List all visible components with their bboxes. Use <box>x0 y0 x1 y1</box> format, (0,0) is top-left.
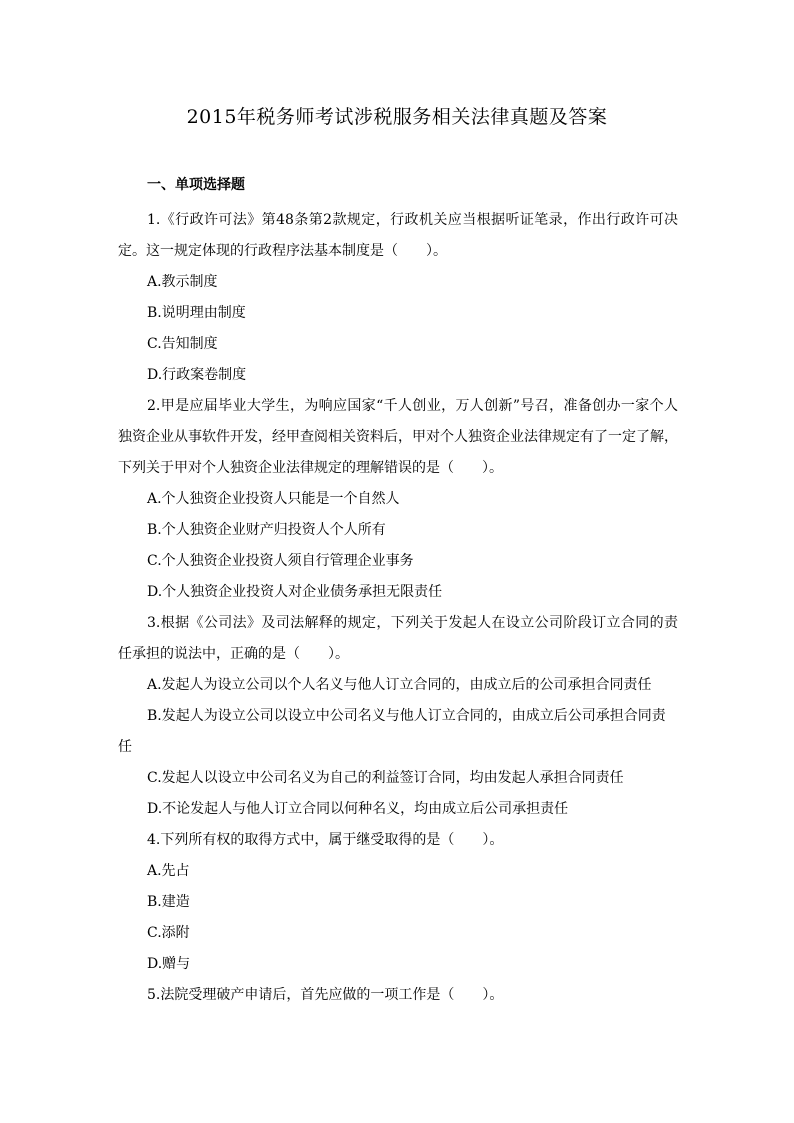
question-stem: 3.根据《公司法》及司法解释的规定，下列关于发起人在设立公司阶段订立合同的责任承担的说法中，正确的是（ ）。 <box>118 615 678 662</box>
document-title: 2015年税务师考试涉税服务相关法律真题及答案 <box>186 106 608 128</box>
option-c: C.个人独资企业投资人须自行管理企业事务 <box>147 553 414 569</box>
document-body <box>118 174 678 1011</box>
option-b: B.说明理由制度 <box>147 305 246 321</box>
option-d: D.赠与 <box>147 956 191 972</box>
option-a: A.个人独资企业投资人只能是一个自然人 <box>147 491 400 507</box>
section-heading: 一、单项选择题 <box>147 177 245 193</box>
question-stem: 1.《行政许可法》第48条第2款规定，行政机关应当根据听证笔录，作出行政许可决定。这一规定体现的行政程序法基本制度是（ ）。 <box>118 212 678 259</box>
option-b: B.发起人为设立公司以设立中公司名义与他人订立合同的，由成立后公司承担合同责任 <box>118 708 666 755</box>
question-stem: 5.法院受理破产申请后，首先应做的一项工作是（ ）。 <box>147 987 504 1003</box>
question-1 <box>118 205 678 391</box>
option-a: A.先占 <box>147 863 190 879</box>
option-d: D.个人独资企业投资人对企业债务承担无限责任 <box>147 584 443 600</box>
option-b: B.个人独资企业财产归投资人个人所有 <box>147 522 386 538</box>
question-4 <box>118 825 678 980</box>
option-c: C.告知制度 <box>147 336 218 352</box>
option-b: B.建造 <box>147 894 190 910</box>
option-a: A.发起人为设立公司以个人名义与他人订立合同的，由成立后的公司承担合同责任 <box>147 677 652 693</box>
question-2 <box>118 391 678 608</box>
option-d: D.行政案卷制度 <box>147 367 247 383</box>
question-stem: 4.下列所有权的取得方式中，属于继受取得的是（ ）。 <box>147 832 504 848</box>
option-c: C.添附 <box>147 925 190 941</box>
option-c: C.发起人以设立中公司名义为自己的利益签订合同，均由发起人承担合同责任 <box>147 770 624 786</box>
option-d: D.不论发起人与他人订立合同以何种名义，均由成立后公司承担责任 <box>147 801 569 817</box>
question-3 <box>118 608 678 825</box>
question-5 <box>118 980 678 1011</box>
option-a: A.教示制度 <box>147 274 218 290</box>
question-stem: 2.甲是应届毕业大学生，为响应国家“千人创业，万人创新”号召，准备创办一家个人独资企业从事软件开发，经甲查阅相关资料后，甲对个人独资企业法律规定有了一定了解，下列关于甲对个人独资企业法律规定的理解错误的是（ ）。 <box>118 398 678 476</box>
